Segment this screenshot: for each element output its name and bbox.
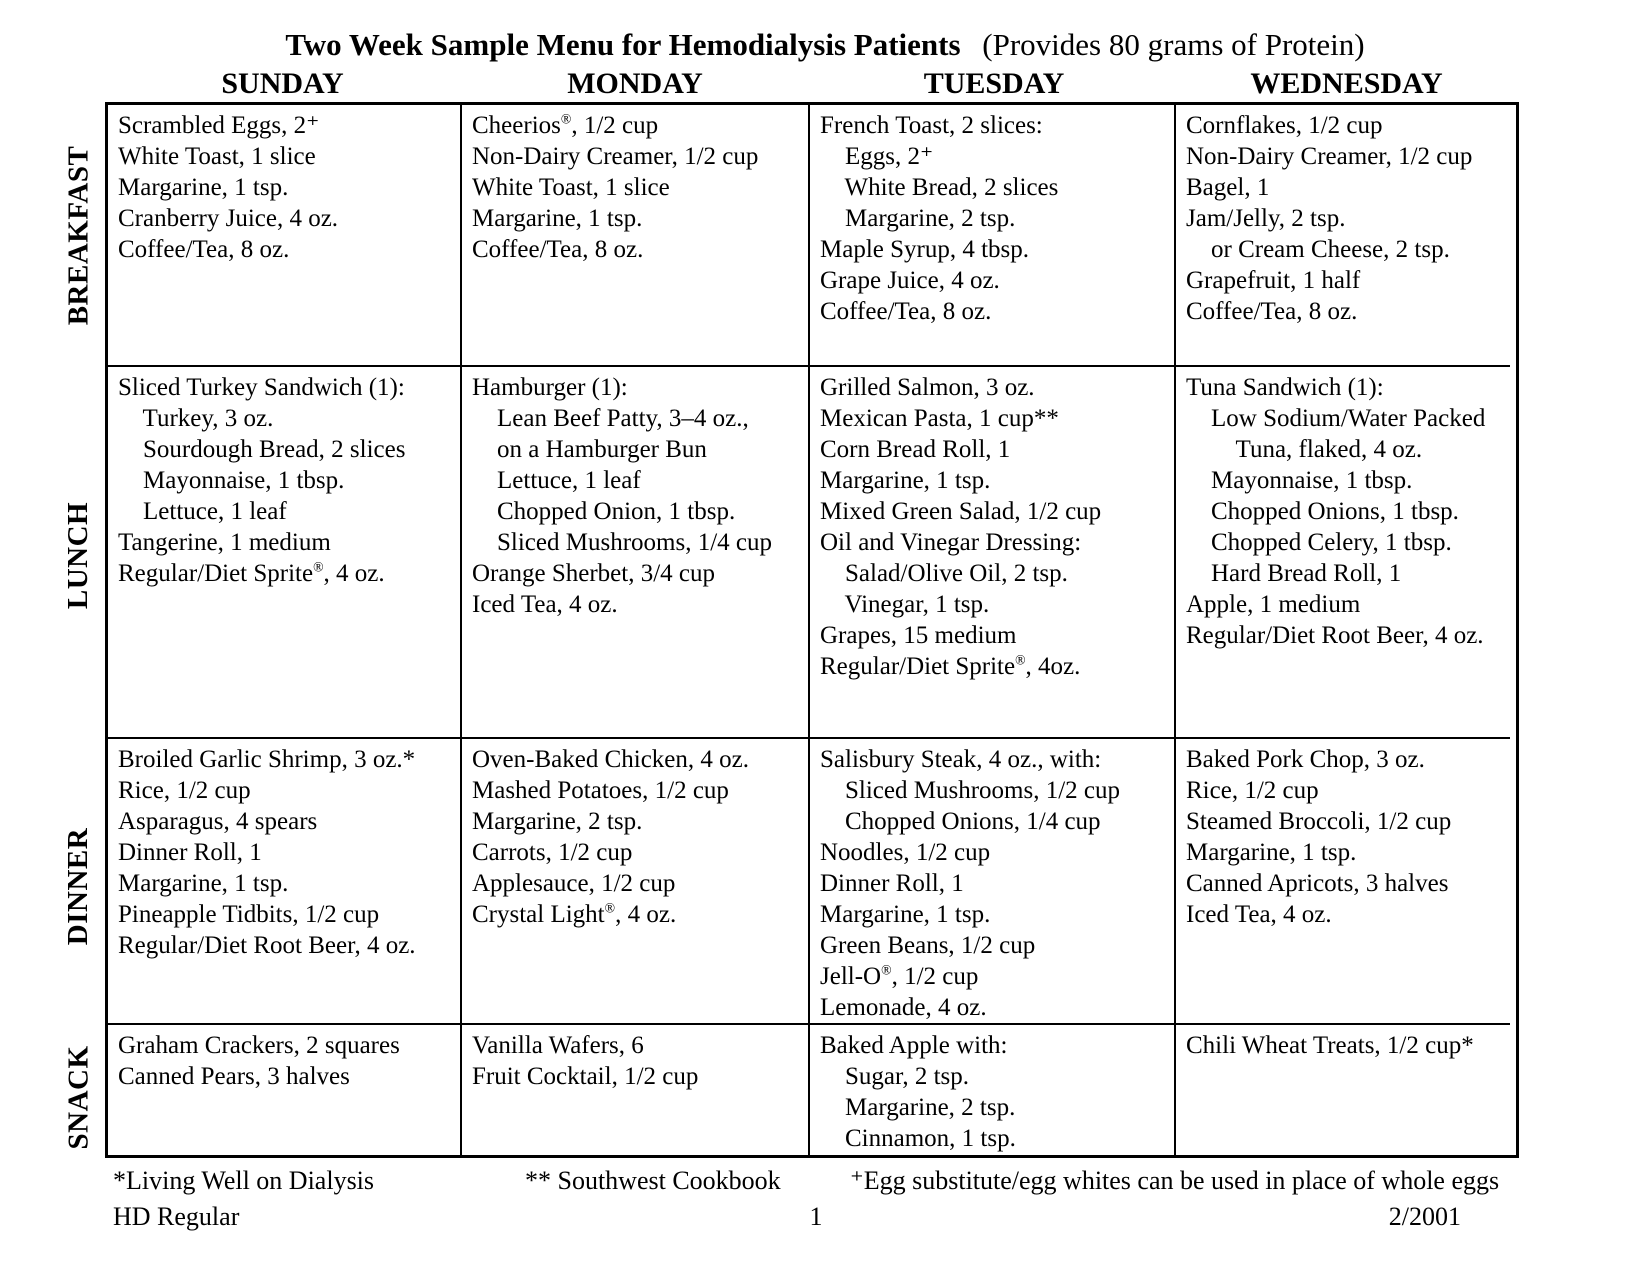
menu-item: Sliced Mushrooms, 1/4 cup	[472, 529, 772, 556]
meal-label-snack-text: SNACK	[62, 1044, 95, 1150]
cell-dinner-sunday	[108, 737, 460, 1023]
menu-item: Steamed Broccoli, 1/2 cup	[1186, 808, 1452, 835]
day-header-monday: MONDAY	[567, 67, 703, 100]
menu-item: Canned Pears, 3 halves	[118, 1063, 350, 1090]
menu-item: Regular/Diet Sprite®, 4oz.	[820, 652, 1081, 680]
menu-item: Hard Bread Roll, 1	[1186, 560, 1402, 587]
cell-snack-tuesday	[808, 1023, 1174, 1155]
menu-item: Rice, 1/2 cup	[118, 777, 251, 804]
menu-item: Chopped Onion, 1 tbsp.	[472, 498, 736, 525]
meal-label-column	[55, 102, 103, 1164]
menu-item: French Toast, 2 slices:	[820, 112, 1043, 139]
menu-item: Noodles, 1/2 cup	[820, 839, 991, 866]
cell-dinner-tuesday	[808, 737, 1174, 1023]
menu-item: Salad/Olive Oil, 2 tsp.	[820, 560, 1068, 587]
menu-item: or Cream Cheese, 2 tsp.	[1186, 236, 1450, 263]
menu-item: Crystal Light®, 4 oz.	[472, 900, 677, 928]
menu-item: Margarine, 1 tsp.	[118, 174, 289, 201]
menu-item: Coffee/Tea, 8 oz.	[1186, 298, 1358, 325]
menu-item: Margarine, 1 tsp.	[118, 870, 289, 897]
day-header-tuesday: TUESDAY	[923, 67, 1065, 100]
menu-item: Salisbury Steak, 4 oz., with:	[820, 746, 1102, 773]
menu-item: Grilled Salmon, 3 oz.	[820, 374, 1035, 401]
menu-item: Cornflakes, 1/2 cup	[1186, 112, 1383, 139]
meal-label-lunch	[55, 368, 103, 742]
menu-item: Canned Apricots, 3 halves	[1186, 870, 1449, 897]
footnote-southwest-cookbook: ** Southwest Cookbook	[525, 1166, 781, 1195]
menu-item: Iced Tea, 4 oz.	[1186, 901, 1332, 928]
cell-lunch-wednesday	[1174, 365, 1510, 737]
menu-item: Orange Sherbet, 3/4 cup	[472, 560, 715, 587]
menu-item: White Toast, 1 slice	[472, 174, 670, 201]
menu-item: Jam/Jelly, 2 tsp.	[1186, 205, 1346, 232]
menu-item: Grapes, 15 medium	[820, 622, 1017, 649]
menu-item: Chopped Onions, 1 tbsp.	[1186, 498, 1459, 525]
doc-date: 2/2001	[1388, 1202, 1461, 1231]
menu-item: Regular/Diet Sprite®, 4 oz.	[118, 559, 385, 587]
doc-type-label: HD Regular	[113, 1202, 240, 1231]
menu-item: Margarine, 1 tsp.	[1186, 839, 1357, 866]
meal-label-breakfast	[55, 102, 103, 368]
cell-lunch-monday	[460, 365, 808, 737]
menu-item: Baked Pork Chop, 3 oz.	[1186, 746, 1425, 773]
menu-item: Sliced Mushrooms, 1/2 cup	[820, 777, 1120, 804]
document-subtitle: (Provides 80 grams of Protein)	[982, 27, 1365, 62]
menu-item: Tuna, flaked, 4 oz.	[1186, 436, 1423, 463]
menu-item: Graham Crackers, 2 squares	[118, 1032, 400, 1059]
menu-item: Jell-O®, 1/2 cup	[820, 962, 979, 990]
menu-item: Broiled Garlic Shrimp, 3 oz.*	[118, 746, 416, 773]
menu-item: Margarine, 1 tsp.	[472, 205, 643, 232]
document-title: Two Week Sample Menu for Hemodialysis Patients	[285, 27, 961, 62]
menu-item: Tangerine, 1 medium	[118, 529, 331, 556]
meal-label-dinner-text: DINNER	[62, 827, 95, 945]
menu-item: Lemonade, 4 oz.	[820, 994, 987, 1021]
menu-item: Margarine, 1 tsp.	[820, 901, 991, 928]
menu-item: Turkey, 3 oz.	[118, 405, 274, 432]
menu-item: Rice, 1/2 cup	[1186, 777, 1319, 804]
menu-item: Fruit Cocktail, 1/2 cup	[472, 1063, 699, 1090]
menu-item: Non-Dairy Creamer, 1/2 cup	[472, 143, 759, 170]
menu-item: Asparagus, 4 spears	[118, 808, 318, 835]
menu-item: Chili Wheat Treats, 1/2 cup*	[1186, 1032, 1474, 1059]
menu-item: Coffee/Tea, 8 oz.	[820, 298, 992, 325]
document-title-row	[0, 26, 1650, 64]
meal-label-snack	[55, 1030, 103, 1164]
menu-item: Sourdough Bread, 2 slices	[118, 436, 406, 463]
menu-item: Grape Juice, 4 oz.	[820, 267, 1000, 294]
menu-item: Margarine, 2 tsp.	[820, 1094, 1016, 1121]
menu-item: Iced Tea, 4 oz.	[472, 591, 618, 618]
menu-item: Cheerios®, 1/2 cup	[472, 111, 659, 139]
cell-breakfast-sunday	[108, 105, 460, 365]
meal-label-breakfast-text: BREAKFAST	[62, 145, 95, 325]
menu-item: Dinner Roll, 1	[118, 839, 262, 866]
menu-item: Coffee/Tea, 8 oz.	[472, 236, 644, 263]
meal-label-dinner	[55, 742, 103, 1030]
cell-lunch-sunday	[108, 365, 460, 737]
footnote-row	[105, 1166, 1519, 1202]
menu-item: Cranberry Juice, 4 oz.	[118, 205, 339, 232]
menu-item: Chopped Onions, 1/4 cup	[820, 808, 1101, 835]
meal-label-lunch-text: LUNCH	[62, 501, 95, 609]
menu-item: Mixed Green Salad, 1/2 cup	[820, 498, 1102, 525]
menu-item: Lettuce, 1 leaf	[472, 467, 641, 494]
menu-item: Tuna Sandwich (1):	[1186, 374, 1384, 401]
menu-item: Lean Beef Patty, 3–4 oz.,	[472, 405, 749, 432]
menu-item: on a Hamburger Bun	[472, 436, 707, 463]
menu-item: Mayonnaise, 1 tbsp.	[118, 467, 345, 494]
menu-item: Cinnamon, 1 tsp.	[820, 1125, 1016, 1152]
menu-item: Oven-Baked Chicken, 4 oz.	[472, 746, 750, 773]
footer-meta-row	[105, 1202, 1519, 1236]
menu-item: Regular/Diet Root Beer, 4 oz.	[1186, 622, 1484, 649]
menu-item: Margarine, 1 tsp.	[820, 467, 991, 494]
menu-item: Regular/Diet Root Beer, 4 oz.	[118, 932, 416, 959]
cell-breakfast-tuesday	[808, 105, 1174, 365]
menu-item: Mashed Potatoes, 1/2 cup	[472, 777, 729, 804]
footnote-egg-substitute: ⁺Egg substitute/egg whites can be used in place of whole eggs	[850, 1166, 1500, 1195]
day-header-row	[105, 66, 1519, 102]
cell-dinner-monday	[460, 737, 808, 1023]
menu-item: Chopped Celery, 1 tbsp.	[1186, 529, 1452, 556]
menu-item: Non-Dairy Creamer, 1/2 cup	[1186, 143, 1473, 170]
menu-item: Carrots, 1/2 cup	[472, 839, 633, 866]
menu-item: Coffee/Tea, 8 oz.	[118, 236, 290, 263]
menu-item: Hamburger (1):	[472, 374, 628, 401]
day-header-sunday: SUNDAY	[221, 67, 344, 100]
cell-snack-sunday	[108, 1023, 460, 1155]
menu-item: Apple, 1 medium	[1186, 591, 1361, 618]
menu-item: Margarine, 2 tsp.	[472, 808, 643, 835]
day-header-wednesday: WEDNESDAY	[1250, 67, 1443, 100]
menu-item: Maple Syrup, 4 tbsp.	[820, 236, 1030, 263]
menu-item: Margarine, 2 tsp.	[820, 205, 1016, 232]
footnote-living-well: *Living Well on Dialysis	[113, 1166, 375, 1195]
menu-item: Green Beans, 1/2 cup	[820, 932, 1036, 959]
menu-item: Dinner Roll, 1	[820, 870, 964, 897]
menu-item: Lettuce, 1 leaf	[118, 498, 287, 525]
document-footer	[105, 1166, 1519, 1236]
cell-snack-monday	[460, 1023, 808, 1155]
menu-item: Scrambled Eggs, 2⁺	[118, 112, 320, 139]
menu-item: Baked Apple with:	[820, 1032, 1008, 1059]
menu-item: Vinegar, 1 tsp.	[820, 591, 990, 618]
menu-item: White Toast, 1 slice	[118, 143, 316, 170]
menu-item: Applesauce, 1/2 cup	[472, 870, 676, 897]
menu-item: Mayonnaise, 1 tbsp.	[1186, 467, 1413, 494]
cell-lunch-tuesday	[808, 365, 1174, 737]
menu-table	[62, 66, 1519, 1158]
menu-item: Vanilla Wafers, 6	[472, 1032, 644, 1059]
cell-dinner-wednesday	[1174, 737, 1510, 1023]
menu-item: Bagel, 1	[1186, 174, 1270, 201]
cell-breakfast-monday	[460, 105, 808, 365]
page-number: 1	[809, 1202, 823, 1231]
menu-item: Pineapple Tidbits, 1/2 cup	[118, 901, 380, 928]
menu-item: White Bread, 2 slices	[820, 174, 1059, 201]
menu-item: Sugar, 2 tsp.	[820, 1063, 969, 1090]
menu-item: Eggs, 2⁺	[820, 143, 934, 170]
menu-item: Corn Bread Roll, 1	[820, 436, 1011, 463]
cell-snack-wednesday	[1174, 1023, 1510, 1155]
menu-item: Sliced Turkey Sandwich (1):	[118, 374, 405, 401]
menu-item: Low Sodium/Water Packed	[1186, 405, 1486, 432]
menu-item: Oil and Vinegar Dressing:	[820, 529, 1082, 556]
menu-item: Grapefruit, 1 half	[1186, 267, 1361, 294]
menu-item: Mexican Pasta, 1 cup**	[820, 405, 1059, 432]
cell-breakfast-wednesday	[1174, 105, 1510, 365]
menu-grid	[105, 102, 1519, 1158]
